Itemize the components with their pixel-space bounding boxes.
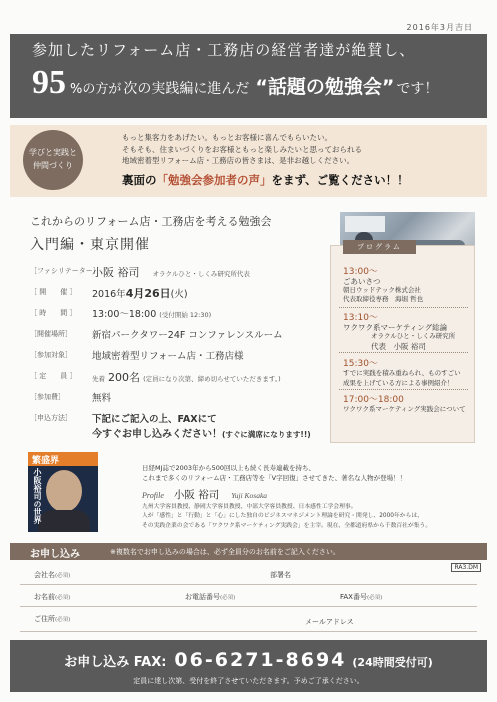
intro-cta: [122, 172, 409, 188]
date-prefix: 2016年: [92, 289, 126, 300]
apply-line1: 下記にご記入の上、FAXにて: [92, 414, 217, 425]
time-label: ［ 時 間 ］: [30, 309, 77, 317]
venue-value: 新宿パークタワー24F コンファレンスルーム: [92, 330, 283, 341]
program-divider: [339, 307, 468, 308]
profile-bio-line1: 九州大学客員教授、静岡大学客員教授、中部大学客員教授、日本感性工学会理事。: [142, 504, 357, 510]
form-title: お申し込み: [30, 549, 80, 560]
issue-date: 2016年3月吉日: [406, 23, 473, 32]
dept-field-label: 部署名: [270, 571, 291, 579]
program-divider: [339, 352, 468, 353]
address-field[interactable]: [20, 631, 477, 632]
book-spine-text: 小阪裕司の世界: [33, 468, 42, 524]
program-slot-title: ワクワク系マーケティング総論: [343, 323, 448, 332]
target-label: ［参加対象］: [30, 351, 72, 359]
hero-banner: [10, 34, 487, 118]
capacity-label: ［ 定 員 ］: [30, 372, 77, 380]
hero-headline: 参加したリフォーム店・工務店の経営者達が絶賛し、: [32, 41, 416, 59]
intro-badge: [23, 130, 83, 190]
program-slot-line: ワクワク系マーケティング実践会について: [343, 405, 466, 413]
profile-bio-line3: その実践企業の会である「ワクワク系マーケティング実践会」を主宰。現在、全都道府県から千数百社が集う。: [142, 522, 432, 529]
capacity-note: (定員になり次第、締め切らせていただきます。): [143, 375, 281, 383]
profile-bio: [142, 503, 431, 531]
hero-percent-unit: %の方が: [70, 82, 122, 97]
phone-field-label: [185, 592, 235, 602]
name-field-label: [34, 592, 70, 602]
required-mark: (必須): [220, 595, 236, 601]
profile-name-line: [142, 487, 267, 502]
facilitator-name: 小阪 裕司: [92, 266, 140, 279]
cta-prefix: 裏面の: [122, 173, 157, 187]
program-slot-time: 17:00～18:00: [343, 395, 404, 405]
photo-screen: [345, 216, 385, 232]
name-phone-field[interactable]: [20, 606, 477, 607]
program-header: プログラム: [343, 240, 416, 254]
intro-text-line2: そもそも、住まいづくりをお客様ともっと楽しみたいと思っておられる: [122, 144, 362, 154]
fax-number[interactable]: 06-6271-8694: [174, 649, 347, 671]
intro-panel: [10, 125, 487, 197]
required-mark: (必須): [366, 595, 383, 601]
hero-quote: “話題の勉強会”: [255, 76, 395, 98]
program-divider: [339, 389, 468, 390]
company-field[interactable]: [20, 584, 477, 585]
apply-line2: 今すぐお申し込みください！: [92, 429, 222, 440]
venue-row: [30, 325, 320, 346]
event-subtitle: これからのリフォーム店・工務店を考える勉強会: [30, 215, 272, 228]
badge-line2: 仲間づくり: [33, 161, 73, 170]
event-title: 入門編・東京開催: [30, 237, 150, 253]
date-row: [30, 283, 320, 304]
required-mark: (必須): [55, 617, 71, 623]
book-portrait-face: [46, 470, 82, 512]
program-slot-time: 13:10～: [343, 313, 378, 323]
program-slot-line: 代表 小阪 裕司: [371, 342, 426, 351]
fax-note: 定員に達し次第、受付を終了させていただきます。予めご了承ください。: [133, 677, 364, 685]
program-slot-line: オラクルひと・しくみ研究所: [371, 332, 456, 340]
hero-subheadline: [32, 64, 438, 102]
time-value: 13:00～18:00: [92, 309, 157, 320]
time-note: (受付開始 12:30): [159, 311, 212, 319]
fax-field-label: [340, 592, 382, 602]
fax-main: [10, 649, 487, 671]
capacity-prefix: 先着: [92, 375, 105, 383]
time-row: [30, 304, 320, 325]
program-slot-title: ごあいさつ: [343, 277, 381, 286]
program-slot-line: 成果を上げている方による事例紹介！: [343, 379, 454, 387]
form-header: [10, 543, 487, 560]
apply-line2-wrap: [92, 425, 311, 440]
program-slot-time: 13:00～: [343, 267, 378, 277]
facilitator-value: [92, 264, 250, 280]
date-label: ［ 開 催 ］: [30, 288, 77, 296]
company-field-label: [34, 570, 70, 580]
profile-bio-line2: 人が「感性」と「行動」と「心」にした独自のビジネスマネジメント理論を研究・開発し、2000年からは、: [142, 513, 423, 520]
cta-suffix: をまず、ご覧ください！！: [271, 173, 409, 187]
book-title-bar: 繁盛界: [28, 452, 98, 466]
fax-label: お申し込み FAX:: [64, 655, 167, 670]
hero-rest: 次の実践編に進んだ: [123, 81, 250, 97]
capacity-value-wrap: [92, 369, 281, 385]
capacity-row: [30, 367, 320, 388]
fax-hours: (24時間受付可): [352, 656, 433, 669]
program-slot-line: すでに実践を積み重ねられ、ものすごい: [343, 369, 461, 377]
date-big: 4月26日: [125, 287, 171, 300]
required-mark: (必須): [55, 595, 71, 601]
facilitator-label: ［ファシリテーター］: [30, 267, 100, 275]
form-note: ※複数名でお申し込みの場合は、必ず全員分のお名前をご記入ください。: [110, 548, 340, 556]
profile-name-en: Yuji Kosaka: [231, 491, 268, 500]
address-label: ご住所: [34, 615, 55, 623]
intro-text: [122, 132, 482, 167]
facilitator-row: [30, 262, 320, 283]
intro-text-line1: もっと集客力をあげたい。もっとお客様に喜んでもらいたい。: [122, 133, 332, 142]
hero-end: です！: [396, 81, 439, 97]
fee-value: 無料: [92, 393, 112, 404]
date-value: [92, 285, 188, 301]
profile-intro-line2: これまで多くのリフォーム店・工務店等を「V字回復」させてきた、著名な人物が登場！！: [142, 474, 407, 483]
profile-label: Profile: [142, 491, 164, 500]
target-row: [30, 346, 320, 367]
target-value: 地域密着型リフォーム店・工務店様: [92, 351, 244, 362]
intro-text-line3: 地域密着型リフォーム店・工務店の皆さまは、是非お越しください。: [122, 156, 355, 166]
profile-intro-line1: 日経MJ誌で2003年から500回以上も続く長寿連載を持ち、: [142, 464, 315, 472]
venue-label: ［開催場所］: [30, 330, 72, 338]
book-cover: [28, 452, 98, 532]
program-slot-line: 代表取締役専務 海堀 哲也: [343, 295, 424, 303]
facilitator-org: オラクルひと・しくみ研究所代表: [152, 270, 250, 278]
fax-number-label: FAX番号: [340, 593, 367, 601]
program-box: [330, 245, 475, 443]
profile-name-jp: 小阪 裕司: [173, 489, 220, 501]
phone-label: お電話番号: [185, 593, 220, 601]
badge-line1: 学びと実践と: [29, 148, 77, 158]
form-code: RA3.DM: [451, 563, 481, 572]
required-mark: (必須): [55, 573, 71, 579]
book-portrait-suit: [38, 510, 90, 532]
apply-row: [30, 409, 320, 441]
hero-percent: 95: [32, 64, 66, 101]
cta-quote: 「勉強会参加者の声」: [156, 173, 272, 187]
profile-intro: [142, 463, 406, 484]
program-slot-line: 朝日ウッドテック株式会社: [343, 286, 421, 294]
apply-label: ［申込方法］: [30, 414, 72, 422]
apply-line2-note: (すぐに満席になります!!): [222, 430, 311, 439]
capacity-value: 200名: [108, 371, 141, 384]
name-label: お名前: [34, 593, 55, 601]
time-value-wrap: [92, 306, 211, 320]
date-suffix: (火): [170, 289, 188, 300]
email-field-label: メールアドレス: [305, 618, 354, 626]
fax-banner: [10, 640, 487, 692]
event-details: [30, 262, 320, 441]
company-label: 会社名: [34, 571, 55, 579]
fee-row: [30, 388, 320, 409]
fee-label: ［参加費］: [30, 393, 65, 401]
program-slot-time: 15:30～: [343, 359, 378, 369]
address-field-label: [34, 614, 70, 624]
